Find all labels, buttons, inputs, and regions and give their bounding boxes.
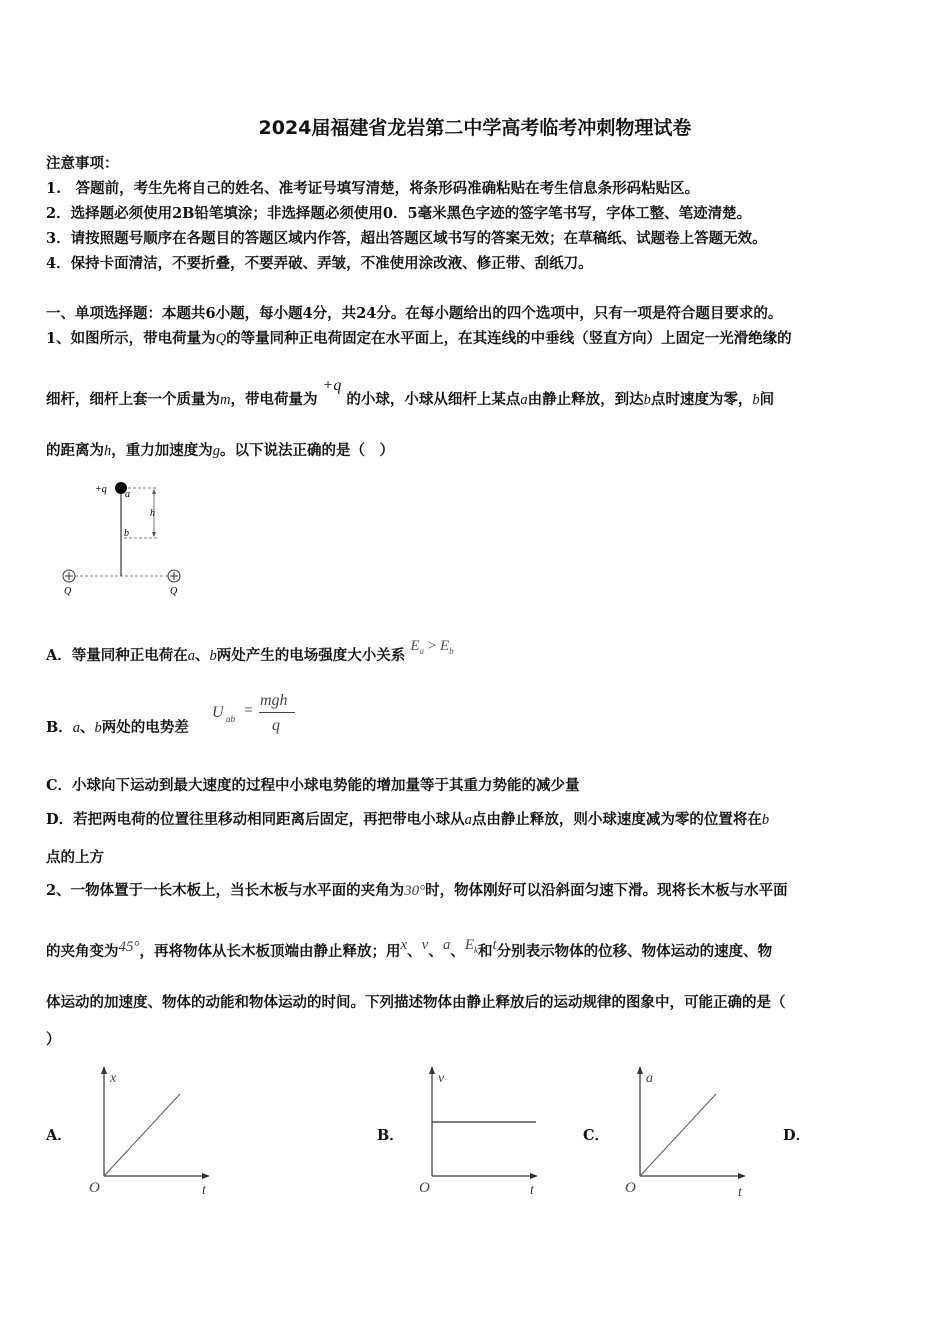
graph-x-t (86, 1062, 216, 1200)
y-axis-label: v (438, 1071, 445, 1086)
q1-option-d-cont: 点的上方 (46, 849, 104, 866)
q2-option-b-label: B． (377, 1127, 404, 1144)
origin-label: O (89, 1180, 100, 1196)
x-axis-label: t (738, 1185, 742, 1200)
origin-label: O (625, 1180, 636, 1196)
label-b: b (124, 528, 129, 539)
q1-figure (44, 474, 194, 602)
label-h: h (150, 508, 155, 519)
q2-line1: 2、一物体置于一长木板上，当长木板与水平面的夹角为30°时，物体刚好可以沿斜面匀速下滑。现将长木板与水平面 (46, 882, 788, 899)
label-Q-right: Q (170, 586, 178, 597)
graph-line (640, 1094, 716, 1176)
page-title: 2024届福建省龙岩第二中学高考临考冲刺物理试卷 (258, 117, 692, 139)
y-axis-label: x (110, 1071, 117, 1086)
q1-line1: 1、如图所示，带电荷量为Q的等量同种正电荷固定在水平面上，在其连线的中垂线（竖直方向）上固定一光滑绝缘的 (46, 330, 792, 347)
graph-v-t (414, 1062, 544, 1200)
notice-heading: 注意事项： (46, 155, 119, 172)
section-heading: 一、单项选择题：本题共6小题，每小题4分，共24分。在每小题给出的四个选项中，只有一项是符合题目要求的。 (46, 305, 783, 322)
q1-option-a: A．等量同种正电荷在a、b两处产生的电场强度大小关系 $E_a > E_b$ (46, 638, 454, 664)
label-a: a (125, 489, 130, 500)
q1-line3: 的距离为h，重力加速度为g。以下说法正确的是（ ） (46, 442, 394, 459)
graph-a-t (622, 1062, 752, 1200)
graph-line (104, 1094, 180, 1176)
y-axis-label: a (646, 1071, 653, 1086)
q2-option-a-label: A． (46, 1127, 72, 1144)
x-axis-label: t (202, 1183, 206, 1198)
q2-option-d-label: D． (783, 1127, 811, 1144)
notice-item: 1. 答题前，考生先将自己的姓名、准考证号填写清楚，将条形码准确粘贴在考生信息条形码粘贴区。 (46, 180, 700, 197)
field-relation: $E_a > E_b$ (410, 638, 454, 656)
q1-option-b: B．a、b两处的电势差 (46, 719, 189, 736)
origin-label: O (419, 1180, 430, 1196)
q1-line2: 细杆，细杆上套一个质量为m，带电荷量为 +q 的小球，小球从细杆上某点a由静止释放，到达b点时速度为零，b间 (46, 377, 775, 408)
q2-option-c-label: C． (583, 1127, 610, 1144)
q2-line2: 的夹角变为45°，再将物体从长木板顶端由静止释放；用x、v、a、$E_k$和t分别表示物体的位移、物体运动的速度、物 (46, 937, 773, 960)
notice-item: 4．保持卡面清洁，不要折叠，不要弄破、弄皱，不准使用涂改液、修正带、刮纸刀。 (46, 255, 593, 272)
q2-line3: 体运动的加速度、物体的动能和物体运动的时间。下列描述物体由静止释放后的运动规律的图象中，可能正确的是（ (46, 994, 786, 1011)
label-plus-q: +q (95, 484, 107, 495)
x-axis-label: t (530, 1183, 534, 1198)
notice-item: 3．请按照题号顺序在各题目的答题区域内作答，超出答题区域书写的答案无效；在草稿纸、试题卷上答题无效。 (46, 230, 767, 247)
q1-option-c: C．小球向下运动到最大速度的过程中小球电势能的增加量等于其重力势能的减少量 (46, 777, 580, 794)
notice-item: 2．选择题必须使用2B铅笔填涂；非选择题必须使用0．5毫米黑色字迹的签字笔书写，字体工整、笔迹清楚。 (46, 205, 752, 222)
q2-line4: ） (46, 1031, 61, 1048)
charge-q: +q (322, 377, 342, 394)
q1-option-d: D．若把两电荷的位置往里移动相同距离后固定，再把带电小球从a点由静止释放，则小球速度减为零的位置将在b (46, 811, 770, 828)
label-Q-left: Q (64, 586, 72, 597)
